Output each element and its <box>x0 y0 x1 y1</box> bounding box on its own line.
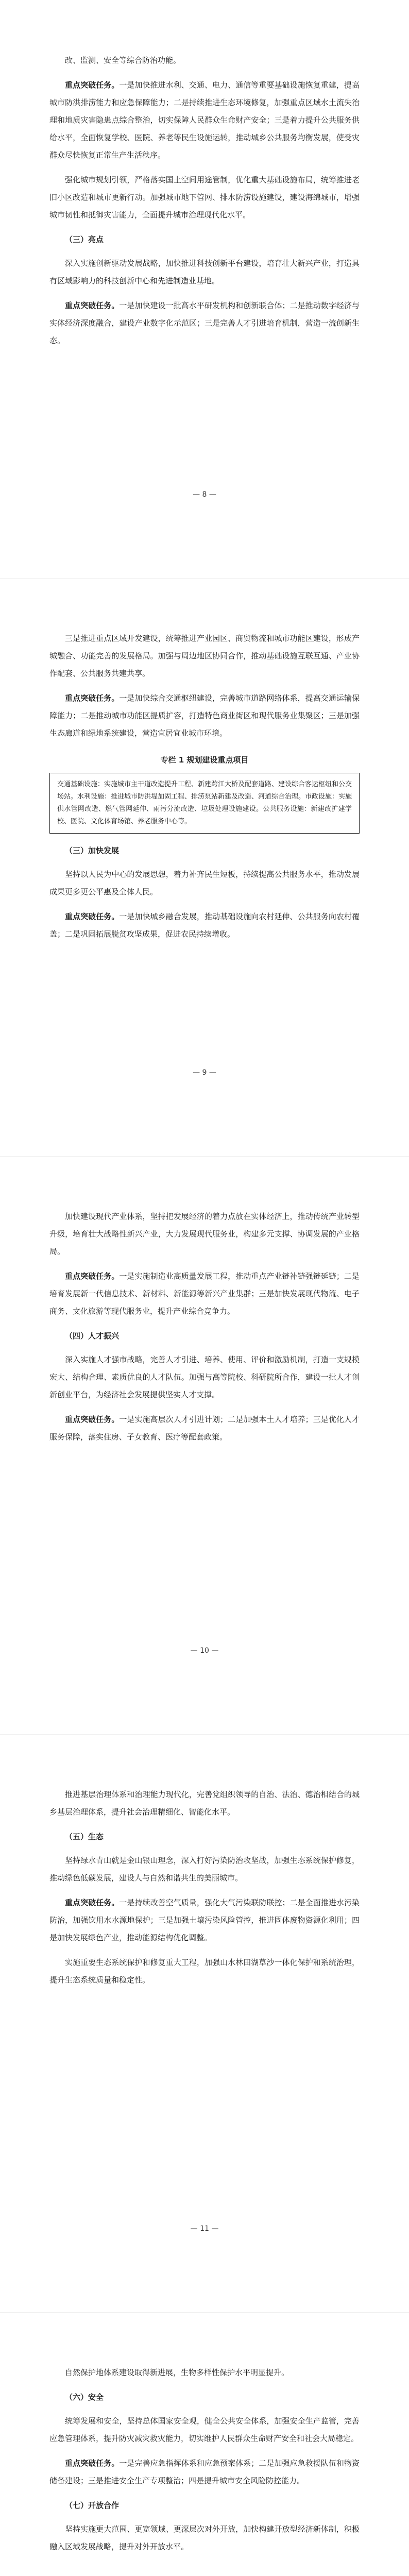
boxed-note: 交通基础设施：实施城市主干道改造提升工程、新建跨江大桥及配套道路、建设综合客运枢纽和公交场站。水利设施：推进城市防洪堤加固工程、排涝泵站新建及改造、河道综合治理。市政设施：实施供水管网改造、燃气管网延伸、雨污分流改造、垃圾处理设施建设。公共服务设施：新建改扩建学校、医院、文化体育场馆、养老服务中心等。 <box>49 773 360 834</box>
paragraph-text: 加快建设现代产业体系，坚持把发展经济的着力点放在实体经济上，推动传统产业转型升级，培育壮大战略性新兴产业，大力发展现代服务业，构建多元支撑、协调发展的产业格局。 <box>49 1212 360 1256</box>
document-page <box>0 1734 409 2312</box>
paragraph-lead: 重点突破任务。 <box>65 912 120 921</box>
page-content <box>49 52 360 357</box>
paragraph <box>49 866 360 901</box>
paragraph-text: 深入实施创新驱动发展战略，加快推进科技创新平台建设，培育壮大新兴产业，打造具有区域影响力的科技创新中心和先进制造业基地。 <box>49 259 360 285</box>
paragraph-text: 实施重要生态系统保护和修复重大工程，加强山水林田湖草沙一体化保护和系统治理，提升生态系统质量和稳定性。 <box>49 1958 360 1985</box>
paragraph <box>49 1267 360 1320</box>
paragraph <box>49 52 360 69</box>
paragraph-text: 坚持实施更大范围、更宽领域、更深层次对外开放，加快构建开放型经济新体制，积极融入区域发展战略，提升对外开放水平。 <box>49 2524 360 2551</box>
paragraph <box>49 1351 360 1403</box>
paragraph-lead: 重点突破任务。 <box>65 1898 120 1907</box>
paragraph-lead: 重点突破任务。 <box>65 301 120 310</box>
section-subheading: （三）加快发展 <box>65 846 120 855</box>
section-subheading: （六）安全 <box>65 2393 104 2402</box>
paragraph <box>49 1954 360 1989</box>
paragraph-text: 一是持续改善空气质量，强化大气污染联防联控；二是全面推进水污染防治，加强饮用水水源地保护；三是加强土壤污染风险管控，推进固体废物资源化利用；四是加快发展绿色产业，推动能源结构优化调整。 <box>49 1898 360 1942</box>
paragraph <box>49 1786 360 1821</box>
paragraph-text: 自然保护地体系建设取得新进展，生物多样性保护水平明显提升。 <box>65 2368 289 2377</box>
paragraph <box>49 1411 360 1446</box>
paragraph-text: 一是实施制造业高质量发展工程，推动重点产业链补链强链延链；二是培育发展新一代信息技术、新材料、新能源等新兴产业集群；三是加快发展现代物流、电子商务、文化旅游等现代服务业，提升产业综合竞争力。 <box>49 1272 360 1316</box>
page-content <box>49 2364 360 2563</box>
paragraph-text: 坚持以人民为中心的发展思想，着力补齐民生短板，持续提高公共服务水平，推动发展成果更多更公平惠及全体人民。 <box>49 870 360 896</box>
paragraph <box>49 1894 360 1946</box>
paragraph <box>49 2412 360 2447</box>
paragraph-lead: 重点突破任务。 <box>65 1415 120 1424</box>
document-page <box>0 0 409 578</box>
page-number: — 11 — <box>190 2225 219 2233</box>
paragraph-text: 强化城市规划引领，严格落实国土空间用途管制，优化重大基础设施布局，统筹推进老旧小区改造和城市更新行动。加强城市地下管网、排水防涝设施建设，建设海绵城市，增强城市韧性和抵御灾害能力，全面提升城市治理现代化水平。 <box>49 175 360 219</box>
page-divider <box>0 1156 409 1157</box>
paragraph <box>49 255 360 290</box>
paragraph-text: 改、监测、安全等综合防治功能。 <box>65 56 181 65</box>
paragraph <box>49 76 360 164</box>
page-number: — 9 — <box>193 1069 216 1077</box>
paragraph-text: 一是加快建设一批高水平研发机构和创新联合体；二是推动数字经济与实体经济深度融合，建设产业数字化示范区；三是完善人才引进培育机制，营造一流创新生态。 <box>49 301 360 345</box>
paragraph-text: 深入实施人才强市战略，完善人才引进、培养、使用、评价和激励机制，打造一支规模宏大、结构合理、素质优良的人才队伍。加强与高等院校、科研院所合作，建设一批人才创新创业平台，为经济社会发展提供坚实人才支撑。 <box>49 1355 360 1399</box>
document-page <box>0 2312 409 2576</box>
paragraph <box>49 689 360 742</box>
page-content <box>49 630 360 950</box>
paragraph <box>49 2520 360 2555</box>
paragraph <box>49 630 360 682</box>
paragraph-text: 一是加快综合交通枢纽建设，完善城市道路网络体系，提高交通运输保障能力；二是推动城市功能区提质扩容，打造特色商业街区和现代服务业集聚区；三是加强生态廊道和绿地系统建设，营造宜居宜业城市环境。 <box>49 693 360 738</box>
paragraph-lead: 重点突破任务。 <box>65 2459 120 2468</box>
paragraph <box>49 2454 360 2489</box>
paragraph <box>49 1208 360 1260</box>
page-divider <box>0 1734 409 1735</box>
page-content <box>49 1786 360 1996</box>
paragraph-text: 三是推进重点区域开发建设，统筹推进产业园区、商贸物流和城市功能区建设，形成产城融合、功能完善的发展格局。加强与周边地区协同合作，推动基础设施互联互通、产业协作配套、公共服务共建共享。 <box>49 634 360 678</box>
section-subheading: （四）人才振兴 <box>65 1331 120 1341</box>
paragraph-lead: 重点突破任务。 <box>65 80 120 90</box>
paragraph-text: 推进基层治理体系和治理能力现代化，完善党组织领导的自治、法治、德治相结合的城乡基层治理体系，提升社会治理精细化、智能化水平。 <box>49 1790 360 1817</box>
paragraph-lead: 重点突破任务。 <box>65 693 120 703</box>
paragraph-text: 一是加快推进水利、交通、电力、通信等重要基础设施恢复重建，提高城市防洪排涝能力和应急保障能力；二是持续推进生态环境修复，加强重点区域水土流失治理和地质灾害隐患点综合整治，切实保障人民群众生命财产安全；三是着力提升公共服务供给水平，全面恢复学校、医院、养老等民生设施运转，推动城乡公共服务均衡发展，使受灾群众尽快恢复正常生产生活秩序。 <box>49 80 360 160</box>
paragraph-lead: 重点突破任务。 <box>65 1272 120 1281</box>
page-number: — 8 — <box>193 490 216 499</box>
section-subheading: （三）亮点 <box>65 235 104 244</box>
paragraph-text: 坚持绿水青山就是金山银山理念，深入打好污染防治攻坚战，加强生态系统保护修复，推动绿色低碳发展，建设人与自然和谐共生的美丽城市。 <box>49 1856 360 1883</box>
page-divider <box>0 578 409 579</box>
paragraph <box>49 297 360 349</box>
page-divider <box>0 2312 409 2313</box>
paragraph <box>49 908 360 943</box>
document-page <box>0 1156 409 1734</box>
paragraph <box>49 171 360 224</box>
paragraph-text: 一是加快城乡融合发展，推动基础设施向农村延伸、公共服务向农村覆盖；二是巩固拓展脱贫攻坚成果，促进农民持续增收。 <box>49 912 360 939</box>
page-number: — 10 — <box>190 1647 219 1655</box>
section-subheading: （五）生态 <box>65 1832 104 1841</box>
page-content <box>49 1208 360 1453</box>
paragraph <box>49 1852 360 1887</box>
document-page <box>0 578 409 1156</box>
box-title: 专栏 1 规划建设重点项目 <box>160 755 249 765</box>
paragraph-text: 一是实施高层次人才引进计划；二是加强本土人才培养；三是优化人才服务保障，落实住房、子女教育、医疗等配套政策。 <box>49 1415 360 1442</box>
paragraph-text: 一是完善应急指挥体系和应急预案体系；二是加强应急救援队伍和物资储备建设；三是推进安全生产专项整治；四是提升城市安全风险防控能力。 <box>49 2459 360 2485</box>
paragraph <box>49 2364 360 2381</box>
section-subheading: （七）开放合作 <box>65 2501 120 2510</box>
paragraph-text: 统筹发展和安全，坚持总体国家安全观，健全公共安全体系，加强安全生产监管，完善应急管理体系，提升防灾减灾救灾能力，切实维护人民群众生命财产安全和社会大局稳定。 <box>49 2416 360 2443</box>
